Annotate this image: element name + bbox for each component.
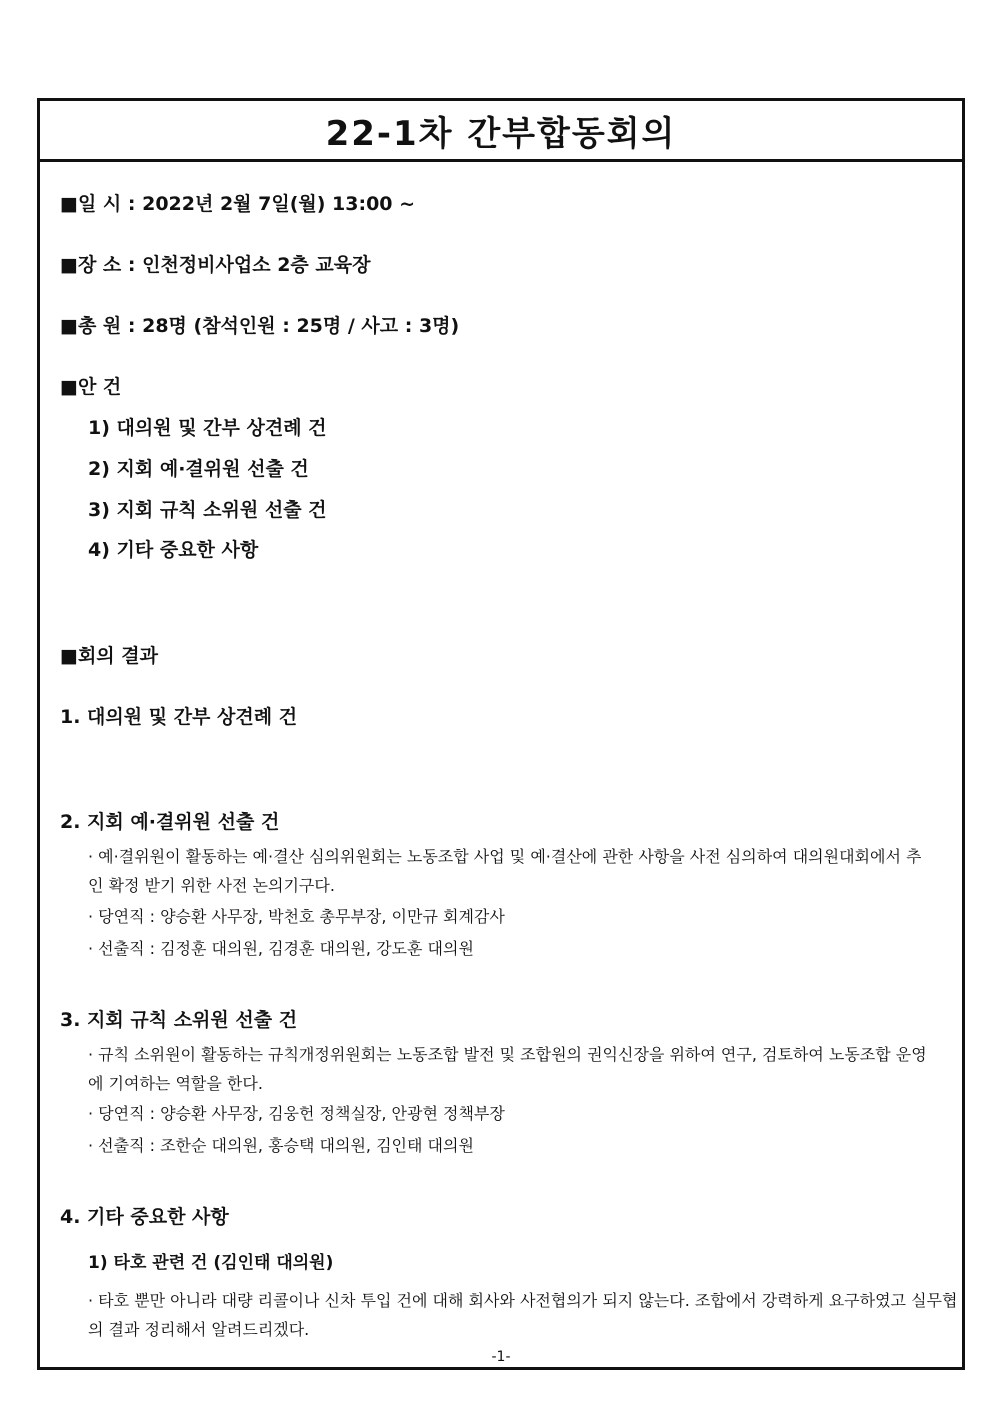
agenda-heading: ■안 건	[60, 376, 122, 398]
section-paragraph: · 당연직 : 양승환 사무장, 김웅헌 정책실장, 안광현 정책부장	[88, 1104, 505, 1123]
agenda-item: 3) 지회 규칙 소위원 선출 건	[88, 499, 327, 521]
meeting-date: ■일 시 : 2022년 2월 7일(월) 13:00 ~	[60, 193, 416, 215]
section-title: 1. 대의원 및 간부 상견례 건	[60, 706, 298, 728]
meeting-place: ■장 소 : 인천정비사업소 2층 교육장	[60, 254, 371, 276]
section-paragraph: · 선출직 : 김정훈 대의원, 김경훈 대의원, 강도훈 대의원	[88, 939, 474, 958]
agenda-item: 2) 지회 예·결위원 선출 건	[88, 458, 309, 480]
title-bar	[40, 101, 962, 162]
results-heading: ■회의 결과	[60, 645, 158, 667]
section-title: 4. 기타 중요한 사항	[60, 1206, 229, 1228]
section-title: 2. 지회 예·결위원 선출 건	[60, 811, 280, 833]
page-number: -1-	[491, 1349, 511, 1365]
section-paragraph: · 당연직 : 양승환 사무장, 박천호 총무부장, 이만규 회계감사	[88, 907, 505, 926]
section-title: 3. 지회 규칙 소위원 선출 건	[60, 1009, 298, 1031]
document-frame	[37, 98, 965, 1370]
meeting-attendance: ■총 원 : 28명 (참석인원 : 25명 / 사고 : 3명)	[60, 315, 460, 337]
section-paragraph: · 규칙 소위원이 활동하는 규칙개정위원회는 노동조합 발전 및 조합원의 권익신장을 위하여 연구, 검토하여 노동조합 운영에 기여하는 역할을 한다.	[88, 1045, 927, 1093]
section-paragraph: · 선출직 : 조한순 대의원, 홍승택 대의원, 김인태 대의원	[88, 1136, 474, 1155]
agenda-item: 1) 대의원 및 간부 상견례 건	[88, 417, 327, 439]
document-title: 22-1차 간부합동회의	[325, 113, 677, 154]
subsection-title: 1) 타호 관련 건 (김인태 대의원)	[88, 1253, 334, 1273]
section-paragraph: · 타호 뿐만 아니라 대량 리콜이나 신차 투입 건에 대해 회사와 사전협의가 되지 않는다. 조합에서 강력하게 요구하였고 실무협의 결과 정리해서 알려드리겠다.	[88, 1291, 958, 1339]
section-paragraph: · 예·결위원이 활동하는 예·결산 심의위원회는 노동조합 사업 및 예·결산에 관한 사항을 사전 심의하여 대의원대회에서 추인 확정 받기 위한 사전 논의기구다.	[88, 847, 922, 895]
agenda-item: 4) 기타 중요한 사항	[88, 539, 259, 561]
